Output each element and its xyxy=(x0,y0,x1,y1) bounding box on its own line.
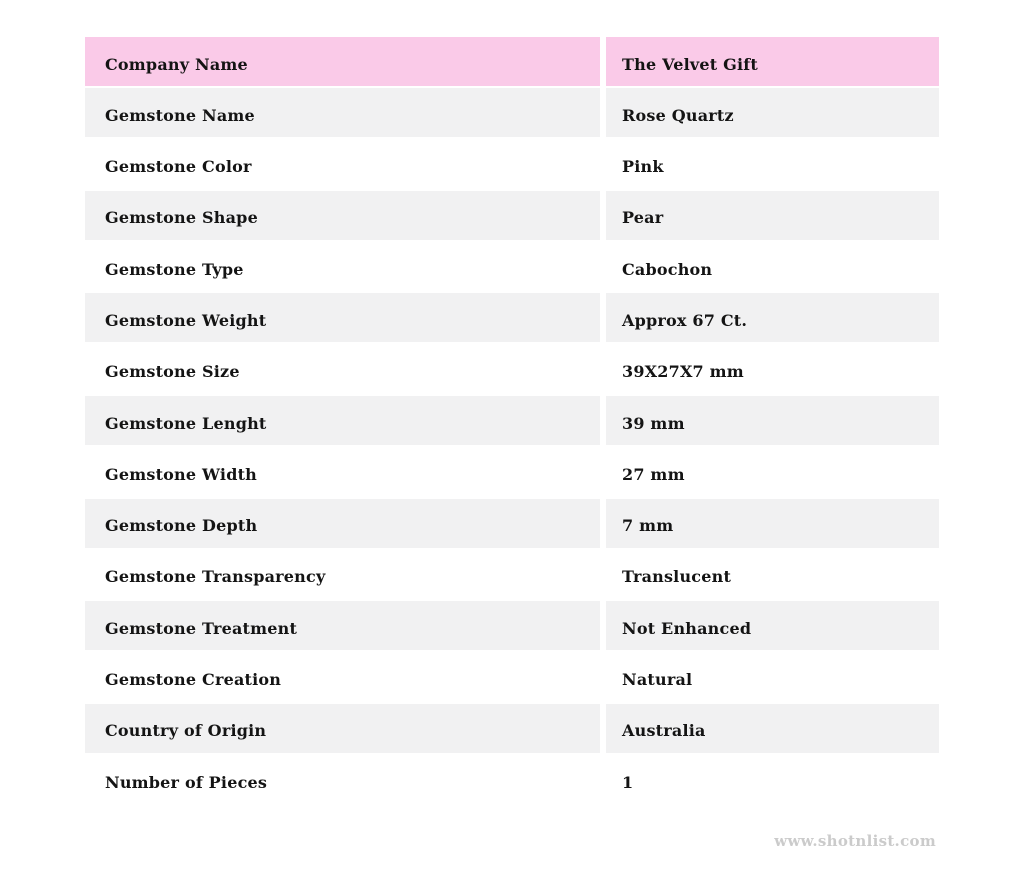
spec-row xyxy=(85,191,939,240)
spec-value: 27 mm xyxy=(606,447,939,496)
spec-value: Rose Quartz xyxy=(606,88,939,137)
header-value: The Velvet Gift xyxy=(606,37,939,86)
spec-label: Gemstone Color xyxy=(85,140,600,189)
spec-value: 1 xyxy=(606,755,939,804)
spec-label: Gemstone Creation xyxy=(85,653,600,702)
spec-label: Gemstone Shape xyxy=(85,191,600,240)
spec-label: Gemstone Size xyxy=(85,345,600,394)
spec-row xyxy=(85,293,939,342)
spec-label: Gemstone Transparency xyxy=(85,550,600,599)
spec-row xyxy=(85,499,939,548)
spec-label: Gemstone Treatment xyxy=(85,601,600,650)
spec-value: Not Enhanced xyxy=(606,601,939,650)
spec-value: 39 mm xyxy=(606,396,939,445)
spec-row xyxy=(85,601,939,650)
spec-value: Translucent xyxy=(606,550,939,599)
spec-value: Cabochon xyxy=(606,242,939,291)
spec-row xyxy=(85,653,939,702)
spec-row xyxy=(85,550,939,599)
spec-label: Gemstone Lenght xyxy=(85,396,600,445)
spec-label: Country of Origin xyxy=(85,704,600,753)
spec-value: Australia xyxy=(606,704,939,753)
spec-value: Natural xyxy=(606,653,939,702)
spec-row xyxy=(85,755,939,804)
spec-label: Gemstone Weight xyxy=(85,293,600,342)
spec-label: Gemstone Name xyxy=(85,88,600,137)
header-label: Company Name xyxy=(85,37,600,86)
spec-row xyxy=(85,345,939,394)
spec-row xyxy=(85,396,939,445)
spec-value: 39X27X7 mm xyxy=(606,345,939,394)
spec-value: Pear xyxy=(606,191,939,240)
watermark: www.shotnlist.com xyxy=(774,832,936,850)
spec-label: Gemstone Depth xyxy=(85,499,600,548)
table-body xyxy=(85,88,939,804)
spec-label: Gemstone Type xyxy=(85,242,600,291)
spec-label: Number of Pieces xyxy=(85,755,600,804)
spec-table xyxy=(85,37,939,806)
spec-label: Gemstone Width xyxy=(85,447,600,496)
spec-row xyxy=(85,447,939,496)
spec-value: Approx 67 Ct. xyxy=(606,293,939,342)
table-header-row xyxy=(85,37,939,86)
spec-row xyxy=(85,704,939,753)
spec-row xyxy=(85,242,939,291)
spec-value: Pink xyxy=(606,140,939,189)
spec-value: 7 mm xyxy=(606,499,939,548)
spec-row xyxy=(85,140,939,189)
spec-row xyxy=(85,88,939,137)
